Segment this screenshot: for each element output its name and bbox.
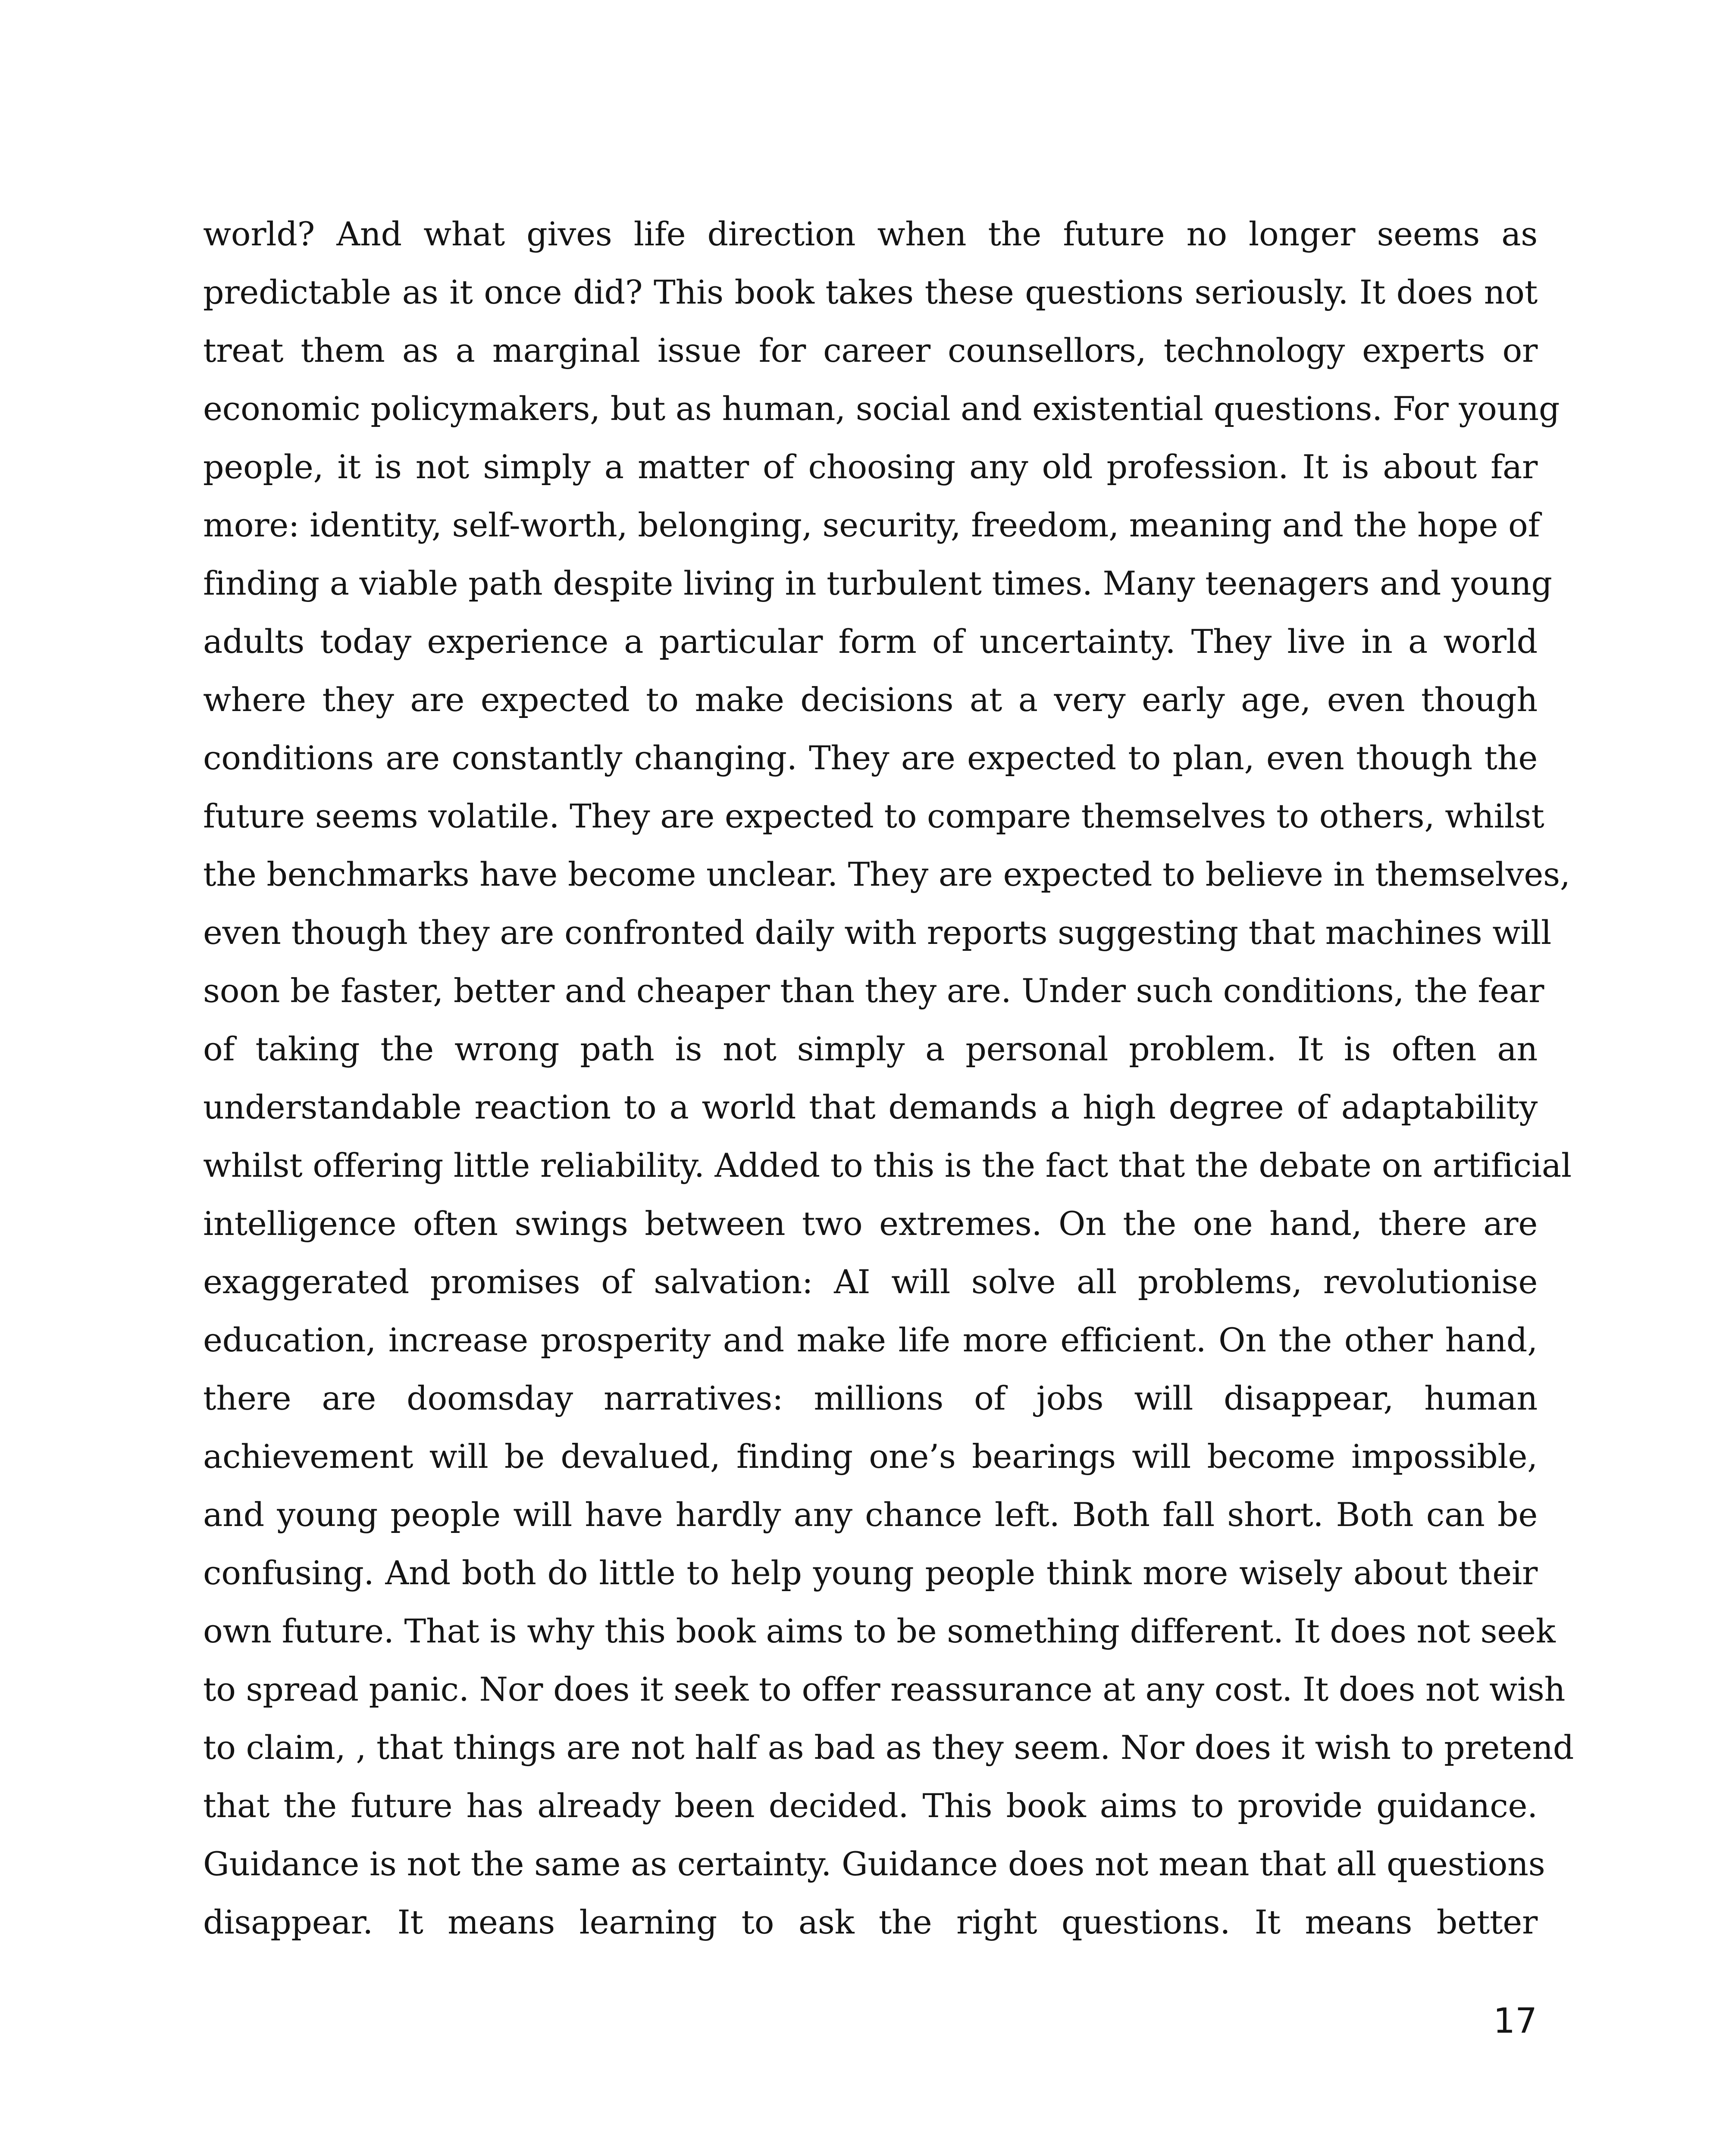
text-line: soon be faster, better and cheaper than they are. Under such conditions, the fear: [203, 971, 1544, 1010]
text-line: world? And what gives life direction when the future no longer seems as: [203, 215, 1538, 253]
text-line: Guidance is not the same as certainty. Guidance does not mean that all questions: [203, 1845, 1545, 1883]
text-line: treat them as a marginal issue for career counsellors, technology experts or: [203, 331, 1538, 370]
text-line: economic policymakers, but as human, social and existential questions. For young: [203, 389, 1560, 428]
text-line: achievement will be devalued, finding one’s bearings will become impossible,: [203, 1437, 1538, 1476]
text-line: whilst offering little reliability. Added to this is the fact that the debate on artificial: [203, 1146, 1572, 1185]
text-line: own future. That is why this book aims to be something different. It does not seek: [203, 1612, 1556, 1650]
text-line: education, increase prosperity and make life more efficient. On the other hand,: [203, 1321, 1538, 1359]
text-line: more: identity, self-worth, belonging, security, freedom, meaning and the hope of: [203, 506, 1540, 544]
text-line: where they are expected to make decisions at a very early age, even though: [203, 680, 1538, 719]
text-line: even though they are confronted daily with reports suggesting that machines will: [203, 913, 1552, 952]
text-line: to claim, , that things are not half as bad as they seem. Nor does it wish to pretend: [203, 1728, 1574, 1767]
text-line: that the future has already been decided. This book aims to provide guidance.: [203, 1786, 1538, 1825]
page-number: 17: [1493, 2001, 1537, 2041]
text-line: confusing. And both do little to help young people think more wisely about their: [203, 1554, 1538, 1592]
body-text: [203, 205, 1574, 1951]
text-line: future seems volatile. They are expected to compare themselves to others, whilst: [203, 797, 1544, 835]
text-line: disappear. It means learning to ask the right questions. It means better: [203, 1903, 1538, 1941]
text-line: the benchmarks have become unclear. They are expected to believe in themselves,: [203, 855, 1570, 893]
text-line: of taking the wrong path is not simply a personal problem. It is often an: [203, 1030, 1538, 1068]
text-line: conditions are constantly changing. They are expected to plan, even though the: [203, 739, 1538, 777]
text-line: predictable as it once did? This book takes these questions seriously. It does not: [203, 273, 1538, 311]
text-line: exaggerated promises of salvation: AI will solve all problems, revolutionise: [203, 1263, 1538, 1301]
text-line: intelligence often swings between two extremes. On the one hand, there are: [203, 1204, 1538, 1243]
text-line: people, it is not simply a matter of choosing any old profession. It is about far: [203, 448, 1538, 486]
text-line: adults today experience a particular form of uncertainty. They live in a world: [203, 622, 1538, 661]
text-line: understandable reaction to a world that demands a high degree of adaptability: [203, 1088, 1538, 1126]
text-line: there are doomsday narratives: millions of jobs will disappear, human: [203, 1379, 1538, 1417]
text-line: to spread panic. Nor does it seek to offer reassurance at any cost. It does not wish: [203, 1670, 1566, 1708]
text-line: finding a viable path despite living in turbulent times. Many teenagers and young: [203, 564, 1552, 602]
text-line: and young people will have hardly any chance left. Both fall short. Both can be: [203, 1495, 1538, 1534]
